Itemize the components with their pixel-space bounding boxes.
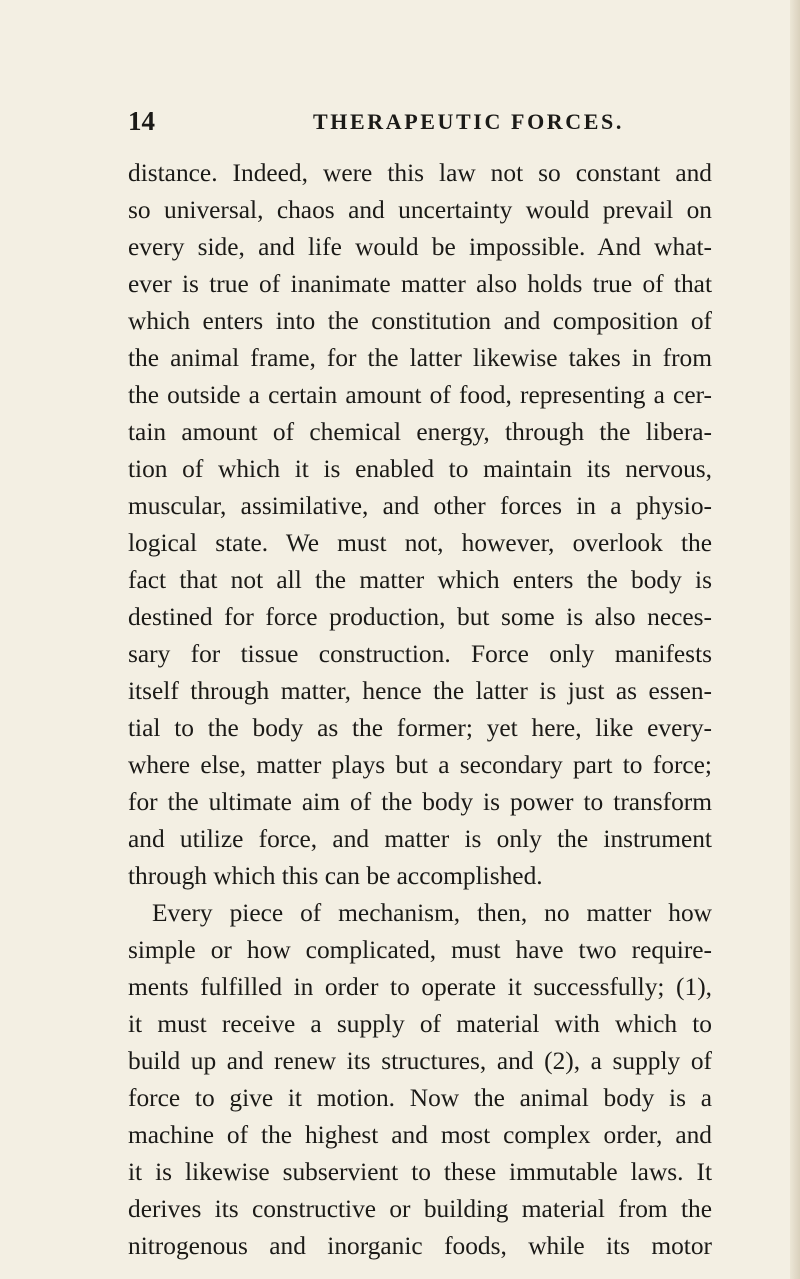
- text-line: logical state. We must not, however, overlook the: [128, 529, 712, 557]
- text-line: tial to the body as the former; yet here, like every-: [128, 714, 712, 742]
- text-line: simple or how complicated, must have two require-: [128, 936, 712, 964]
- body-text: [128, 155, 712, 1265]
- text-line: ments fulfilled in order to operate it successfully; (1),: [128, 973, 712, 1001]
- text-line: distance. Indeed, were this law not so constant and: [128, 159, 712, 187]
- text-line: the animal frame, for the latter likewise takes in from: [128, 344, 712, 372]
- text-line: fact that not all the matter which enters the body is: [128, 566, 712, 594]
- text-line: force to give it motion. Now the animal body is a: [128, 1084, 712, 1112]
- text-line: which enters into the constitution and composition of: [128, 307, 712, 335]
- page-edge: [790, 0, 800, 1279]
- text-line: for the ultimate aim of the body is power to transform: [128, 788, 712, 816]
- text-line: it is likewise subservient to these immutable laws. It: [128, 1158, 712, 1186]
- paragraph-end-line: through which this can be accomplished.: [128, 862, 543, 890]
- text-line: muscular, assimilative, and other forces in a physio-: [128, 492, 712, 520]
- text-line: nitrogenous and inorganic foods, while its motor: [128, 1232, 712, 1260]
- text-line: the outside a certain amount of food, representing a cer-: [128, 381, 712, 409]
- text-line: destined for force production, but some is also neces-: [128, 603, 712, 631]
- page-header: [128, 103, 728, 139]
- text-line: it must receive a supply of material with which to: [128, 1010, 712, 1038]
- paragraph-start-line: Every piece of mechanism, then, no matter how: [152, 899, 712, 927]
- text-line: build up and renew its structures, and (2), a supply of: [128, 1047, 712, 1075]
- text-line: every side, and life would be impossible. And what-: [128, 233, 712, 261]
- text-line: sary for tissue construction. Force only manifests: [128, 640, 712, 668]
- text-line: derives its constructive or building material from the: [128, 1195, 712, 1223]
- text-line: and utilize force, and matter is only the instrument: [128, 825, 712, 853]
- text-line: so universal, chaos and uncertainty would prevail on: [128, 196, 712, 224]
- page-number: 14: [128, 106, 155, 136]
- text-line: machine of the highest and most complex order, and: [128, 1121, 712, 1149]
- running-head: THERAPEUTIC FORCES.: [313, 109, 624, 134]
- text-line: tion of which it is enabled to maintain its nervous,: [128, 455, 712, 483]
- text-line: itself through matter, hence the latter is just as essen-: [128, 677, 712, 705]
- text-line: ever is true of inanimate matter also holds true of that: [128, 270, 712, 298]
- text-line: where else, matter plays but a secondary part to force;: [128, 751, 712, 779]
- text-line: tain amount of chemical energy, through the libera-: [128, 418, 712, 446]
